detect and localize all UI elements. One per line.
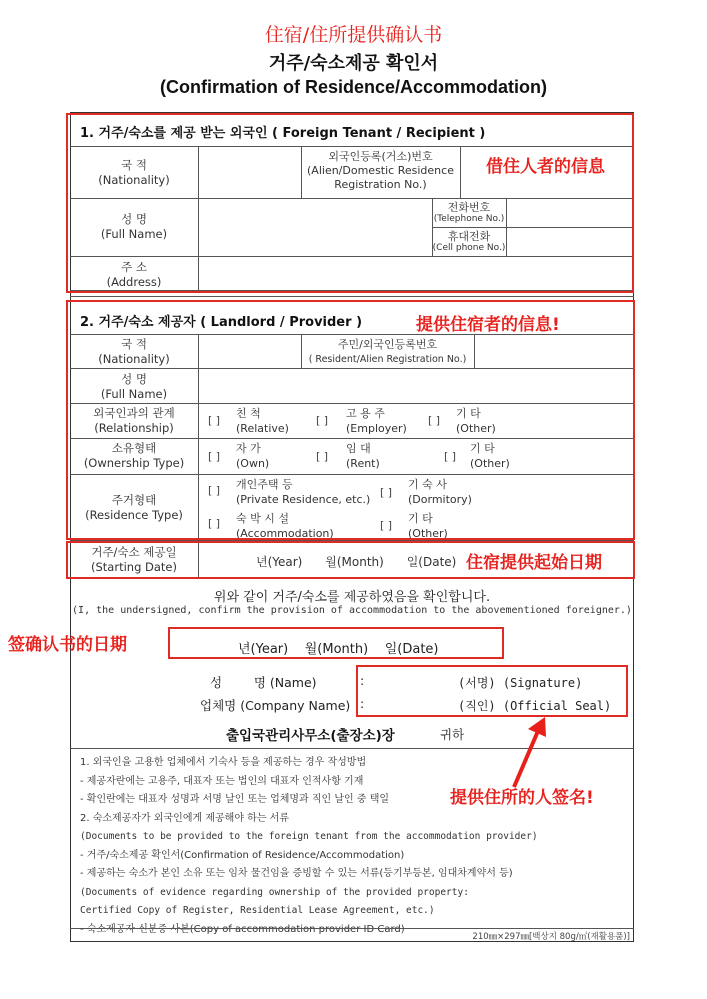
relative-checkbox[interactable]: [ ]	[208, 414, 221, 427]
note-line: (Documents of evidence regarding ownership of the provided property:	[80, 886, 469, 898]
paper-spec: 210㎜×297㎜[백상지 80g/㎡(재활용품)]	[472, 932, 630, 942]
note-line: - 확인란에는 대표자 성명과 서명 날인 또는 업체명과 직인 날인 중 택일	[80, 794, 390, 805]
divider	[70, 296, 634, 297]
tenant-annotation: 借住人者的信息	[486, 157, 605, 177]
rent-checkbox[interactable]: [ ]	[316, 450, 329, 463]
private-residence-option: 개인주택 등 (Private Residence, etc.)	[236, 478, 371, 506]
note-line: - 제공자란에는 고용주, 대표자 또는 법인의 대표자 인적사항 기재	[80, 775, 364, 787]
confirm-text-en: (I, the undersigned, confirm the provision of accommodation to the abovementioned foreigner.)	[72, 605, 632, 616]
company-label: 업체명 (Company Name)	[200, 698, 351, 713]
confirm-date[interactable]: 년(Year) 월(Month) 일(Date)	[238, 642, 439, 657]
relationship-label: 외국인과의 관계 (Relationship)	[93, 406, 175, 435]
sign-date-annotation: 签确认书的日期	[8, 635, 127, 655]
dormitory-option: 기 숙 사 (Dormitory)	[408, 478, 472, 506]
tenant-alien-reg-label: 외국인등록(거소)번호 (Alien/Domestic Residence Registration No.)	[307, 150, 454, 191]
employer-checkbox[interactable]: [ ]	[316, 414, 329, 427]
residence-type-label: 주거형태 (Residence Type)	[85, 493, 183, 522]
tenant-cell-label: 휴대전화 (Cell phone No.)	[432, 230, 506, 253]
own-option: 자 가 (Own)	[236, 442, 270, 470]
ownership-label: 소유형태 (Ownership Type)	[83, 441, 185, 470]
other-ownership-option: 기 타 (Other)	[470, 442, 510, 470]
starting-date-value[interactable]: 년(Year) 월(Month) 일(Date)	[256, 555, 457, 569]
other-residence-option: 기 타 (Other)	[408, 512, 448, 540]
note-line: - 거주/숙소제공 확인서(Confirmation of Residence/Accommodation)	[80, 849, 405, 861]
section1-heading: 1. 거주/숙소를 제공 받는 외국인 ( Foreign Tenant / Recipient )	[80, 126, 486, 141]
divider	[70, 928, 634, 929]
office-name: 출입국관리사무소(출장소)장	[226, 728, 395, 744]
tenant-address-label: 주 소 (Address)	[106, 260, 162, 289]
company-colon: :	[360, 696, 365, 711]
provider-nationality-label: 국 적 (Nationality)	[98, 337, 170, 366]
signature-field[interactable]: (서명) (Signature)	[458, 676, 583, 690]
confirm-text-ko: 위와 같이 거주/숙소를 제공하였음을 확인합니다.	[213, 590, 491, 605]
note-line: - 숙소제공자 신분증 사본(Copy of accommodation provider ID Card)	[80, 923, 405, 935]
provider-name-label: 성 명 (Full Name)	[100, 372, 168, 401]
accommodation-checkbox[interactable]: [ ]	[208, 517, 221, 530]
other-relation-option: 기 타 (Other)	[456, 407, 496, 435]
signature-highlight-box	[356, 665, 628, 717]
note-line: (Documents to be provided to the foreign tenant from the accommodation provider)	[80, 831, 538, 842]
name-label: 성 명 (Name)	[210, 675, 317, 690]
start-date-annotation: 住宿提供起始日期	[466, 553, 602, 573]
english-title: (Confirmation of Residence/Accommodation)	[159, 77, 548, 97]
chinese-title: 住宿/住所提供确认书	[264, 24, 443, 46]
provider-annotation: 提供住宿者的信息!	[416, 315, 560, 335]
korean-title: 거주/숙소제공 확인서	[268, 53, 439, 74]
other-ownership-checkbox[interactable]: [ ]	[444, 450, 457, 463]
employer-option: 고 용 주 (Employer)	[346, 407, 407, 435]
note-line: Certified Copy of Register, Residential Lease Agreement, etc.)	[80, 905, 435, 916]
note-line: 1. 외국인을 고용한 업체에서 기숙사 등을 제공하는 경우 작성방법	[80, 757, 367, 768]
rent-option: 임 대 (Rent)	[346, 442, 380, 470]
provider-highlight-box	[66, 300, 635, 540]
relative-option: 친 척 (Relative)	[236, 407, 289, 435]
note-line: - 제공하는 숙소가 본인 소유 또는 임차 물건임을 증빙할 수 있는 서류(등기부등본, 임대차계약서 등)	[80, 868, 513, 879]
accommodation-option: 숙 박 시 설 (Accommodation)	[236, 512, 334, 540]
dormitory-checkbox[interactable]: [ ]	[380, 486, 393, 499]
tenant-highlight-box	[66, 113, 634, 293]
sign-date-highlight-box	[168, 627, 504, 659]
tenant-tel-label: 전화번호 (Telephone No.)	[433, 201, 505, 224]
note-line: 2. 숙소제공자가 외국인에게 제공해야 하는 서류	[80, 812, 289, 824]
tenant-name-label: 성 명 (Full Name)	[100, 212, 168, 241]
tenant-nationality-label: 국 적 (Nationality)	[98, 158, 170, 187]
section2-heading: 2. 거주/숙소 제공자 ( Landlord / Provider )	[80, 315, 363, 330]
name-colon: :	[360, 673, 365, 688]
other-relation-checkbox[interactable]: [ ]	[428, 414, 441, 427]
seal-field[interactable]: (직인) (Official Seal)	[458, 699, 612, 713]
starting-date-label: 거주/숙소 제공일 (Starting Date)	[91, 545, 177, 574]
signer-annotation: 提供住所的人签名!	[450, 788, 594, 808]
other-residence-checkbox[interactable]: [ ]	[380, 519, 393, 532]
honorific: 귀하	[440, 727, 465, 742]
private-residence-checkbox[interactable]: [ ]	[208, 484, 221, 497]
own-checkbox[interactable]: [ ]	[208, 450, 221, 463]
arrow-icon	[500, 715, 560, 795]
provider-reg-label: 주민/외국인등록번호 ( Resident/Alien Registration No.)	[308, 338, 467, 365]
